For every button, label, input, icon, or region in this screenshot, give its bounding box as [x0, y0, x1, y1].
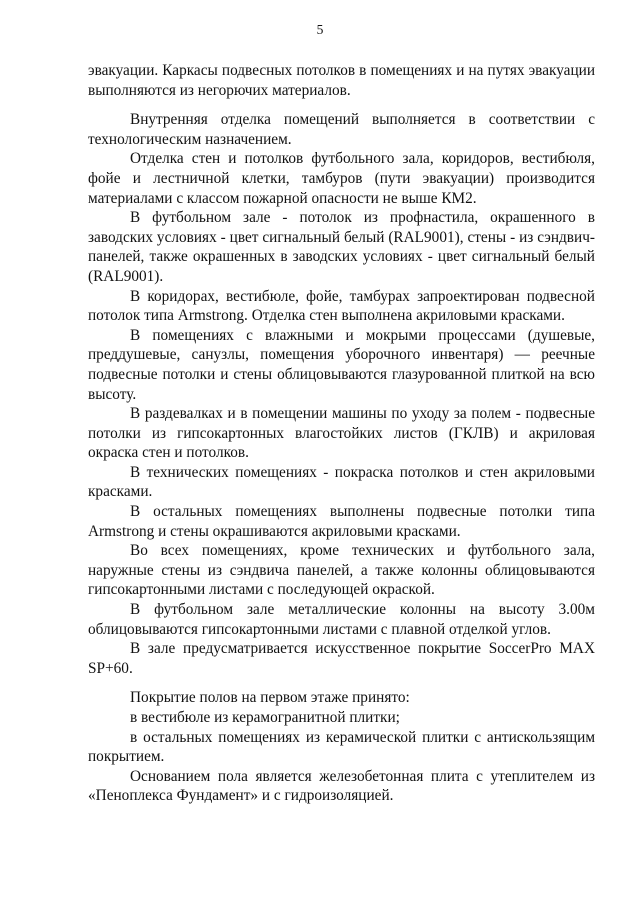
- paragraph-wet-rooms: В помещениях с влажными и мокрыми процессами (душевые, преддушевые, санузлы, помещения уборочного инвентаря) — реечные подвесные потолки и стены облицовываются глазурованной плиткой на всю высоту.: [88, 326, 595, 403]
- paragraph-floor-intro: Покрытие полов на первом этаже принято:: [130, 689, 410, 707]
- paragraph-walls-ceilings-class: Отделка стен и потолков футбольного зала, коридоров, вестибюля, фойе и лестничной клетки, тамбуров (пути эвакуации) производится материалами с классом пожарной опасности не выше КМ2.: [88, 150, 595, 207]
- paragraph-metal-columns: В футбольном зале металлические колонны на высоту 3.00м облицовываются гипсокартонными листами с плавной отделкой углов.: [88, 601, 595, 638]
- paragraph-evacuation-continuation: эвакуации. Каркасы подвесных потолков в помещениях и на путях эвакуации выполняются из негорючих материалов.: [88, 62, 595, 99]
- paragraph-technical-rooms: В технических помещениях - покраска потолков и стен акриловыми красками.: [88, 463, 595, 501]
- paragraph-floor-base: Основанием пола является железобетонная плита с утеплителем из «Пеноплекса Фундамент» и с гидроизоляцией.: [88, 767, 595, 805]
- paragraph-floor-other: в остальных помещениях из керамической плитки с антискользящим покрытием.: [88, 728, 595, 766]
- paragraph-artificial-turf: В зале предусматривается искусственное покрытие SoccerPro MAX SP+60.: [88, 640, 595, 677]
- document-body: [88, 61, 595, 806]
- paragraph-corridors: В коридорах, вестибюле, фойе, тамбурах запроектирован подвесной потолок типа Armstrong. Отделка стен выполнена акриловыми красками.: [88, 287, 595, 325]
- paragraph-interior-finish: Внутренняя отделка помещений выполняется в соответствии с технологическим назначением.: [88, 111, 595, 148]
- paragraph-floor-vestibule: в вестибюле из керамогранитной плитки;: [130, 709, 400, 726]
- paragraph-other-rooms: В остальных помещениях выполнены подвесные потолки типа Armstrong и стены окрашиваются акриловыми красками.: [88, 503, 595, 540]
- paragraph-locker-rooms: В раздевалках и в помещении машины по уходу за полем - подвесные потолки из гипсокартонных влагостойких листов (ГКЛВ) и акриловая окраска стен и потолков.: [88, 405, 595, 462]
- paragraph-football-hall: В футбольном зале - потолок из профнастила, окрашенного в заводских условиях - цвет сигнальный белый (RAL9001), стены - из сэндвич-панелей, также окрашенных в заводских условиях - цвет сигнальный белый (RAL9001).: [88, 209, 595, 285]
- paragraph-exterior-walls: Во всех помещениях, кроме технических и футбольного зала, наружные стены из сэндвича панелей, а также колонны облицовываются гипсокартонными листами с последующей окраской.: [88, 542, 595, 599]
- page-number: 5: [316, 22, 324, 37]
